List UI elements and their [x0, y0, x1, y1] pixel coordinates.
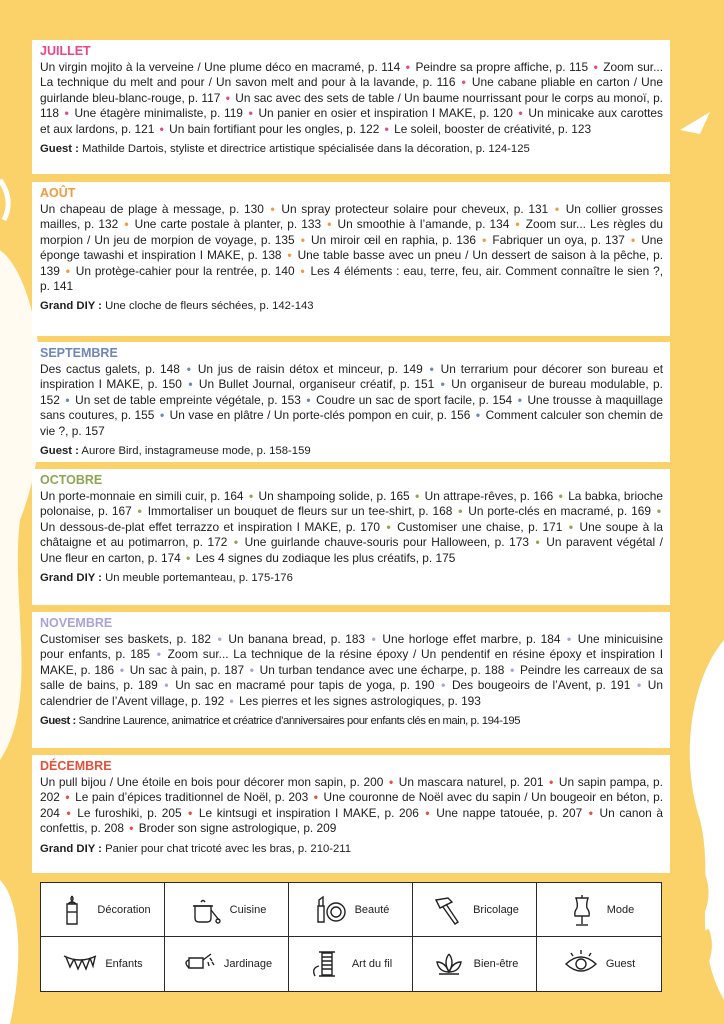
month-item: Un Bullet Journal, organiseur créatif, p. 151	[198, 377, 435, 392]
candle-jar-icon	[54, 892, 90, 928]
month-item: Customiser une chaise, p. 171	[397, 519, 563, 534]
legend-mode: Mode	[537, 883, 661, 937]
month-item: Une guirlande chauve-souris pour Halloween, p. 173	[244, 535, 529, 550]
month-item: Un sac en macramé pour tapis de yoga, p. 190	[175, 678, 435, 693]
month-panel-juillet	[32, 40, 670, 174]
item-separator: •	[564, 519, 578, 534]
month-panel-novembre	[32, 612, 670, 748]
item-separator: •	[530, 535, 545, 550]
item-separator: •	[478, 232, 491, 247]
item-separator: •	[436, 678, 450, 693]
month-panel-aout	[32, 182, 670, 336]
item-separator: •	[244, 106, 257, 121]
month-item: Un bain fortifiant pour les ongles, p. 122	[169, 121, 380, 136]
item-separator: •	[545, 775, 557, 789]
month-items-octobre	[40, 489, 663, 566]
month-item: La babka, brioche polonaise, p. 167	[40, 489, 663, 519]
month-item: Customiser ses baskets, p. 182	[40, 632, 212, 646]
month-item: Un paravent végétal / Une fleur en carton, p. 174	[40, 535, 663, 565]
legend-guest: Guest	[537, 937, 661, 991]
item-separator: •	[550, 202, 564, 216]
thread-spool-icon	[309, 946, 345, 982]
item-separator: •	[562, 632, 576, 646]
month-panel-septembre	[32, 342, 670, 462]
grand-diy-line-decembre: Grand DIY : Panier pour chat tricoté avec les bras, p. 210-211	[40, 842, 352, 855]
item-separator: •	[514, 106, 527, 121]
item-separator: •	[402, 60, 414, 74]
month-item: Zoom sur... Les règles du morpion / Un jeu de morpion de voyage, p. 135	[40, 217, 664, 247]
item-separator: •	[226, 693, 237, 708]
item-separator: •	[152, 647, 166, 662]
item-separator: •	[116, 662, 128, 677]
item-separator: •	[159, 678, 174, 693]
item-separator: •	[454, 504, 467, 519]
month-item: Une soupe à la châtaigne et au potimarron, p. 172	[40, 519, 663, 550]
month-item: Un mascara naturel, p. 201	[398, 775, 544, 789]
item-separator: •	[506, 662, 518, 677]
month-item: Une horloge effet marbre, p. 184	[382, 632, 561, 646]
item-separator: •	[590, 60, 602, 74]
month-item: Un sapin pampa, p. 202	[40, 775, 663, 805]
pot-icon	[187, 892, 223, 928]
month-panel-octobre	[32, 469, 670, 605]
month-items-aout	[40, 202, 663, 294]
month-item: Les 4 éléments : eau, terre, feu, air. Comment connaître le sien ?, p. 141	[40, 263, 664, 294]
item-separator: •	[632, 678, 646, 693]
item-separator: •	[213, 632, 227, 646]
item-separator: •	[296, 232, 309, 247]
month-item: Une minicuisine pour enfants, p. 185	[40, 632, 663, 662]
month-item: Zoom sur... La technique du melt and pour / Un savon melt and pour à la lavande, p. 116	[40, 60, 663, 90]
month-item: Des cactus galets, p. 148	[40, 362, 180, 376]
item-separator: •	[120, 217, 133, 232]
item-separator: •	[514, 392, 526, 407]
item-separator: •	[60, 106, 73, 121]
month-item: Le soleil, booster de créativité, p. 123	[394, 121, 592, 136]
item-separator: •	[61, 392, 74, 407]
month-item: Un virgin mojito à la verveine / Une plume déco en macramé, p. 114	[40, 60, 401, 74]
month-item: Un sac avec des sets de table / Un baume nourrissant pour le corps au monoï, p. 118	[40, 90, 663, 121]
item-separator: •	[133, 504, 146, 519]
item-separator: •	[420, 805, 435, 820]
month-item: Une éponge tawashi et inspiration I MAKE, p. 138	[40, 232, 664, 263]
lotus-icon	[431, 946, 467, 982]
item-separator: •	[182, 550, 194, 565]
month-item: Le kintsugi et inspiration I MAKE, p. 206	[198, 805, 419, 820]
month-item: Zoom sur... La technique de la résine époxy / Un pendentif en résine époxy et inspiration I MAKE, p. 186	[40, 647, 664, 677]
item-separator: •	[181, 362, 196, 376]
month-item: Un set de table empreinte végétale, p. 153	[75, 392, 301, 407]
guest-line-juillet: Guest : Mathilde Dartois, styliste et directrice artistique spécialisée dans la décoration, p. 124-125	[40, 143, 530, 156]
item-separator: •	[436, 377, 450, 392]
month-item: Une couronne de Noël avec du sapin / Un bougeoir en béton, p. 204	[40, 790, 663, 820]
item-separator: •	[125, 821, 137, 836]
month-item: Broder son signe astrologique, p. 209	[138, 821, 337, 836]
item-separator: •	[229, 535, 243, 550]
month-items-juillet	[40, 60, 663, 137]
watering-can-icon	[181, 946, 217, 982]
month-item: Un pull bijou / Une étoile en bois pour décorer mon sapin, p. 200	[40, 775, 384, 789]
month-item: Une étagère minimaliste, p. 119	[74, 106, 243, 121]
month-item: Peindre les carreaux de sa salle de bains, p. 189	[40, 662, 663, 693]
month-panel-decembre	[32, 755, 670, 873]
item-separator: •	[457, 75, 470, 90]
month-item: Un spray protecteur solaire pour cheveux, p. 131	[281, 202, 549, 216]
month-items-septembre	[40, 362, 663, 439]
month-item: Un sac à pain, p. 187	[129, 662, 245, 677]
item-separator: •	[385, 775, 397, 789]
item-separator: •	[310, 790, 322, 805]
item-separator: •	[61, 805, 76, 820]
legend-jardinage: Jardinage	[165, 937, 289, 991]
month-item: Un dessous-de-plat effet terrazzo et inspiration I MAKE, p. 170	[40, 519, 381, 534]
eye-icon	[563, 946, 599, 982]
month-item: Une cabane pliable en carton / Une guirlande bleu-blanc-rouge, p. 117	[40, 75, 663, 105]
month-item: Le furoshiki, p. 205	[77, 805, 182, 820]
month-item: Un chapeau de plage à message, p. 130	[40, 202, 264, 216]
bunting-icon	[62, 946, 98, 982]
guest-line-novembre: Guest : Sandrine Laurence, animatrice et créatrice d’anniversaires pour enfants clés en main, p. 194-195	[40, 715, 521, 728]
month-item: Les 4 signes du zodiaque les plus créatifs, p. 175	[195, 550, 456, 565]
item-separator: •	[61, 790, 74, 805]
month-item: Un shampoing solide, p. 165	[258, 489, 410, 503]
item-separator: •	[424, 362, 439, 376]
item-separator: •	[652, 504, 662, 519]
month-item: Un canon à confettis, p. 208	[40, 805, 663, 836]
month-item: Le pain d’épices traditionnel de Noël, p. 203	[75, 790, 309, 805]
month-item: Une table basse avec un pneu / Un dessert de saison à la pêche, p. 139	[40, 248, 664, 278]
legend-beaute: Beauté	[289, 883, 413, 937]
month-item: Un panier en osier et inspiration I MAKE, p. 120	[258, 106, 513, 121]
month-item: Fabriquer un oya, p. 137	[492, 232, 625, 247]
item-separator: •	[381, 121, 393, 136]
item-separator: •	[511, 217, 524, 232]
month-item: Un protège-cahier pour la rentrée, p. 140	[75, 263, 295, 278]
month-item: Les pierres et les signes astrologiques, p. 193	[238, 693, 481, 708]
item-separator: •	[555, 489, 567, 503]
month-item: Un terrarium pour décorer son bureau et inspiration I MAKE, p. 150	[40, 362, 663, 392]
month-title-septembre: SEPTEMBRE	[40, 346, 118, 360]
grand-diy-line-octobre: Grand DIY : Un meuble portemanteau, p. 175-176	[40, 572, 293, 585]
month-item: Un vase en plâtre / Un porte-clés pompon en cuir, p. 156	[169, 408, 471, 423]
item-separator: •	[283, 248, 296, 263]
month-title-juillet: JUILLET	[40, 44, 91, 58]
item-separator: •	[323, 217, 336, 232]
item-separator: •	[156, 121, 168, 136]
grand-diy-line-aout: Grand DIY : Une cloche de fleurs séchées, p. 142-143	[40, 300, 314, 313]
item-separator: •	[367, 632, 381, 646]
legend-art-du-fil: Art du fil	[289, 937, 413, 991]
month-title-octobre: OCTOBRE	[40, 473, 103, 487]
item-separator: •	[246, 662, 258, 677]
month-items-novembre	[40, 632, 663, 709]
legend-cuisine: Cuisine	[165, 883, 289, 937]
item-separator: •	[183, 377, 197, 392]
item-separator: •	[626, 232, 640, 247]
legend-bien-etre: Bien-être	[413, 937, 537, 991]
month-item: Une nappe tatouée, p. 207	[436, 805, 583, 820]
item-separator: •	[584, 805, 598, 820]
item-separator: •	[265, 202, 280, 216]
item-separator: •	[222, 90, 234, 105]
month-items-decembre	[40, 775, 663, 837]
item-separator: •	[411, 489, 423, 503]
makeup-icon	[312, 892, 348, 928]
month-item: Immortaliser un bouquet de fleurs sur un tee-shirt, p. 168	[147, 504, 453, 519]
item-separator: •	[472, 408, 484, 423]
hammer-icon	[430, 892, 466, 928]
legend-bricolage: Bricolage	[413, 883, 537, 937]
month-item: Un calendrier de l’Avent village, p. 192	[40, 678, 663, 708]
category-legend	[40, 882, 662, 992]
item-separator: •	[296, 263, 309, 278]
month-item: Une carte postale à planter, p. 133	[134, 217, 322, 232]
dress-form-icon	[564, 892, 600, 928]
month-item: Une trousse à maquillage sans coutures, p. 155	[40, 392, 663, 423]
item-separator: •	[156, 408, 168, 423]
item-separator: •	[183, 805, 197, 820]
month-item: Comment calculer son chemin de vie ?, p. 157	[40, 408, 663, 438]
item-separator: •	[382, 519, 396, 534]
item-separator: •	[245, 489, 257, 503]
month-item: Un attrape-rêves, p. 166	[424, 489, 554, 503]
month-item: Des bougeoirs de l’Avent, p. 191	[451, 678, 631, 693]
month-item: Un turban tendance avec une écharpe, p. 188	[259, 662, 505, 677]
month-item: Un organiseur de bureau modulable, p. 152	[40, 377, 663, 407]
month-item: Peindre sa propre affiche, p. 115	[415, 60, 589, 74]
legend-decoration: Décoration	[41, 883, 165, 937]
guest-line-septembre: Guest : Aurore Bird, instagrameuse mode, p. 158-159	[40, 445, 311, 458]
month-item: Un smoothie à l’amande, p. 134	[337, 217, 510, 232]
month-item: Un collier grosses mailles, p. 132	[40, 202, 663, 232]
month-item: Coudre un sac de sport facile, p. 154	[316, 392, 513, 407]
month-item: Un minicake aux carottes et aux lardons, p. 121	[40, 106, 663, 136]
month-item: Un jus de raisin détox et minceur, p. 149	[197, 362, 423, 376]
month-item: Un porte-clés en macramé, p. 169	[468, 504, 651, 519]
item-separator: •	[61, 263, 74, 278]
month-title-aout: AOÛT	[40, 186, 76, 200]
month-title-novembre: NOVEMBRE	[40, 616, 113, 630]
month-title-decembre: DÉCEMBRE	[40, 759, 112, 773]
month-item: Un miroir œil en raphia, p. 136	[310, 232, 477, 247]
legend-enfants: Enfants	[41, 937, 165, 991]
month-item: Un banana bread, p. 183	[228, 632, 366, 646]
item-separator: •	[302, 392, 315, 407]
month-item: Un porte-monnaie en simili cuir, p. 164	[40, 489, 244, 503]
